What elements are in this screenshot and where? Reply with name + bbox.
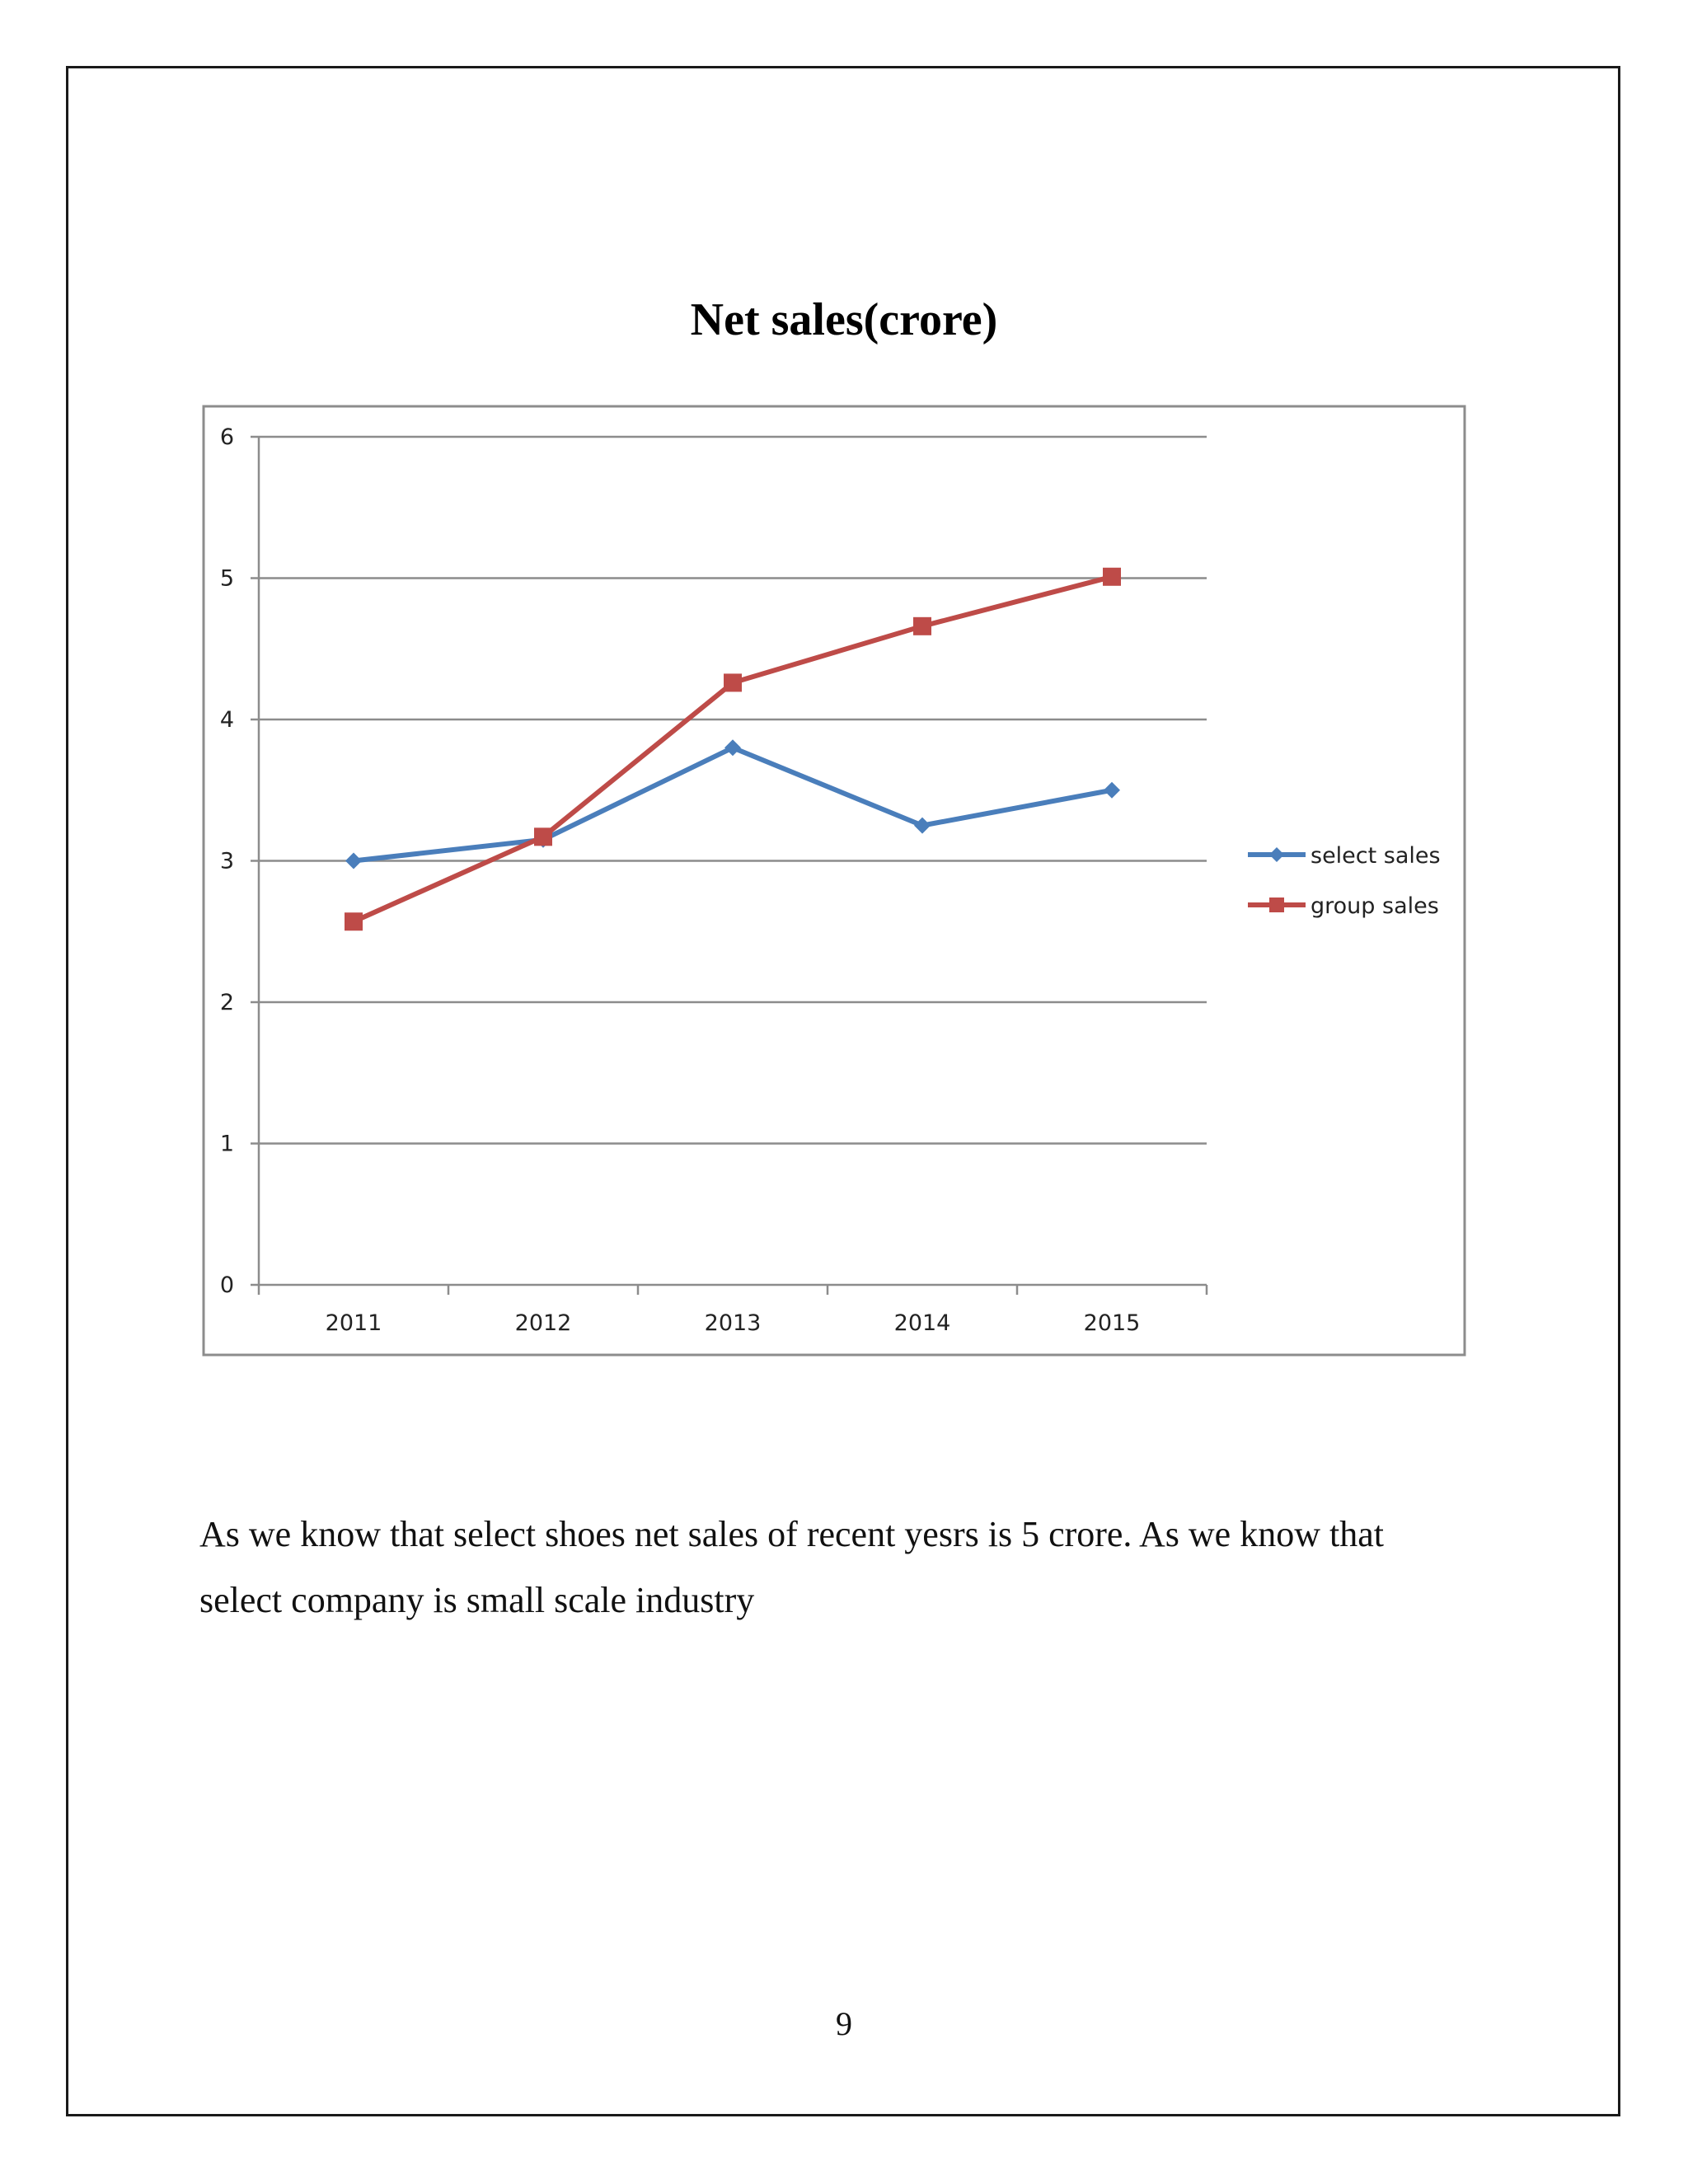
data-point [534,827,552,846]
y-tick-label: 1 [219,1131,234,1157]
legend-marker [1269,898,1284,912]
data-point [345,912,363,930]
x-tick-label: 2012 [514,1310,572,1336]
x-tick-label: 2013 [704,1310,762,1336]
x-tick-label: 2011 [325,1310,382,1336]
page-number: 9 [836,2005,852,2042]
body-paragraph: As we know that select shoes net sales of recent yesrs is 5 crore. As we know that select company is small scale industry [199,1514,1384,1620]
chart-title: Net sales(crore) [690,294,998,345]
data-point [724,673,742,691]
legend-label: group sales [1311,893,1439,919]
data-point [913,617,931,635]
y-tick-label: 5 [219,565,234,592]
data-point [1103,568,1121,586]
y-tick-label: 6 [219,424,234,450]
legend-label: select sales [1311,843,1441,869]
y-tick-label: 4 [219,707,234,733]
x-tick-label: 2014 [893,1310,951,1336]
y-tick-label: 3 [219,848,234,874]
y-tick-label: 0 [219,1272,234,1298]
chart-area-border [204,406,1465,1355]
x-tick-label: 2015 [1083,1310,1141,1336]
y-tick-label: 2 [219,990,234,1015]
